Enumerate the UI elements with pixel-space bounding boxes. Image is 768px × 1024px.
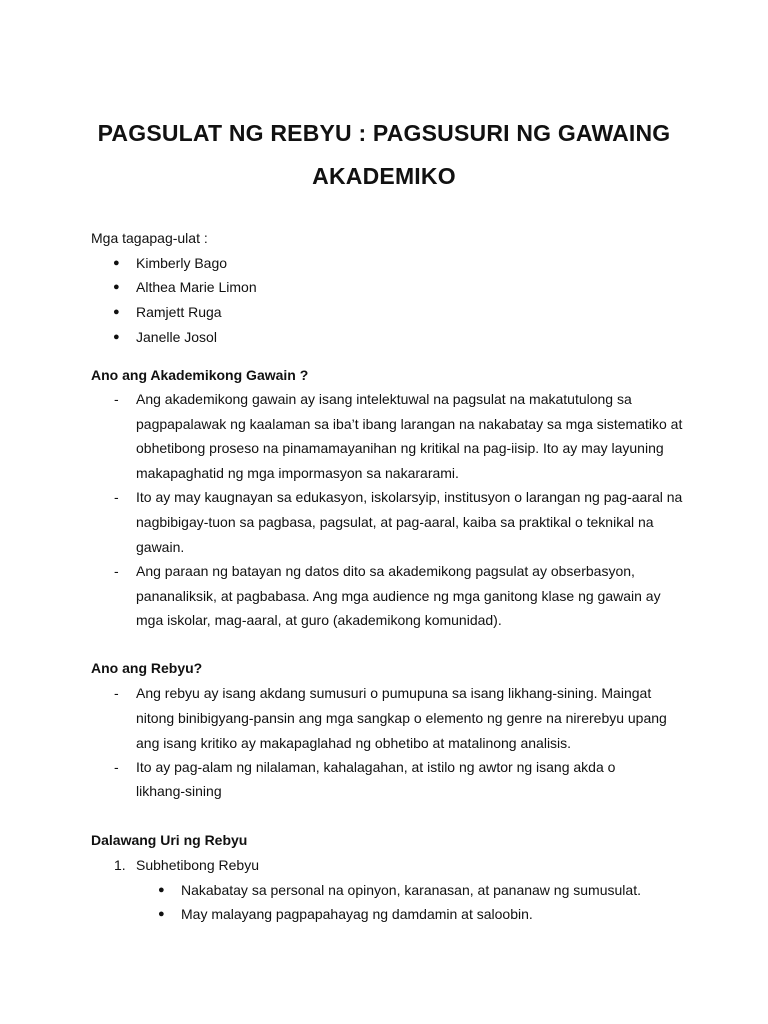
paragraph-line: gawain. (136, 539, 185, 555)
reporter-name: Janelle Josol (136, 329, 217, 345)
paragraph-line: obhetibong proseso na pinamamayanihan ng kritikal na pag-iisip. Ito ay may layuning (136, 440, 664, 456)
dash-marker: - (114, 759, 119, 775)
paragraph-line: Ang paraan ng batayan ng datos dito sa akademikong pagsulat ay obserbasyon, (136, 563, 635, 579)
reporters-label: Mga tagapag-ulat : (91, 230, 208, 246)
paragraph-line: Ito ay may kaugnayan sa edukasyon, iskolarsyip, institusyon o larangan ng pag-aaral na (136, 489, 683, 505)
paragraph-line: Ito ay pag-alam ng nilalaman, kahalagahan, at istilo ng awtor ng isang akda o (136, 759, 616, 775)
bullet-icon: ● (158, 908, 165, 920)
paragraph-line: nagbibigay-tuon sa pagbasa, pagsulat, at pag-aaral, kaiba sa praktikal o teknikal na (136, 514, 654, 530)
section-heading-rebyu: Ano ang Rebyu? (91, 660, 203, 676)
bullet-icon: ● (113, 257, 120, 269)
reporter-name: Kimberly Bago (136, 255, 228, 271)
dash-marker: - (114, 685, 119, 701)
bullet-icon: ● (113, 331, 120, 343)
section-heading-akademikong-gawain: Ano ang Akademikong Gawain ? (91, 367, 309, 383)
document-title-line-1: PAGSULAT NG REBYU : PAGSUSURI NG GAWAING (97, 120, 671, 146)
list-item-label: Subhetibong Rebyu (136, 857, 259, 873)
paragraph-line: Ang rebyu ay isang akdang sumusuri o pumupuna sa isang likhang-sining. Maingat (136, 685, 652, 701)
bullet-icon: ● (158, 884, 165, 896)
reporter-name: Ramjett Ruga (136, 304, 222, 320)
list-number: 1. (114, 857, 126, 873)
paragraph-line: Ang akademikong gawain ay isang intelektuwal na pagsulat na makatutulong sa (136, 391, 632, 407)
bullet-icon: ● (113, 281, 120, 293)
bullet-icon: ● (113, 306, 120, 318)
paragraph-line: makapaghatid ng mga impormasyon sa nakararami. (136, 465, 459, 481)
section-heading-uri-ng-rebyu: Dalawang Uri ng Rebyu (91, 832, 248, 848)
dash-marker: - (114, 391, 119, 407)
list-item: May malayang pagpapahayag ng damdamin at saloobin. (181, 906, 533, 922)
paragraph-line: ang isang kritiko ay makapaglahad ng obhetibo at matalinong analisis. (136, 735, 572, 751)
paragraph-line: pagpapalawak ng kaalaman sa iba’t ibang larangan na nakabatay sa mga sistematiko at (136, 416, 683, 432)
paragraph-line: likhang-sining (136, 783, 222, 799)
paragraph-line: nitong binibigyang-pansin ang mga sangkap o elemento ng genre na nirerebyu upang (136, 710, 667, 726)
dash-marker: - (114, 489, 119, 505)
paragraph-line: pananaliksik, at pagbabasa. Ang mga audience ng mga ganitong klase ng gawain ay (136, 588, 661, 604)
document-title-line-2: AKADEMIKO (312, 163, 456, 189)
dash-marker: - (114, 563, 119, 579)
list-item: Nakabatay sa personal na opinyon, karanasan, at pananaw ng sumusulat. (181, 882, 641, 898)
paragraph-line: mga iskolar, mag-aaral, at guro (akademikong komunidad). (136, 612, 502, 628)
reporter-name: Althea Marie Limon (136, 279, 257, 295)
